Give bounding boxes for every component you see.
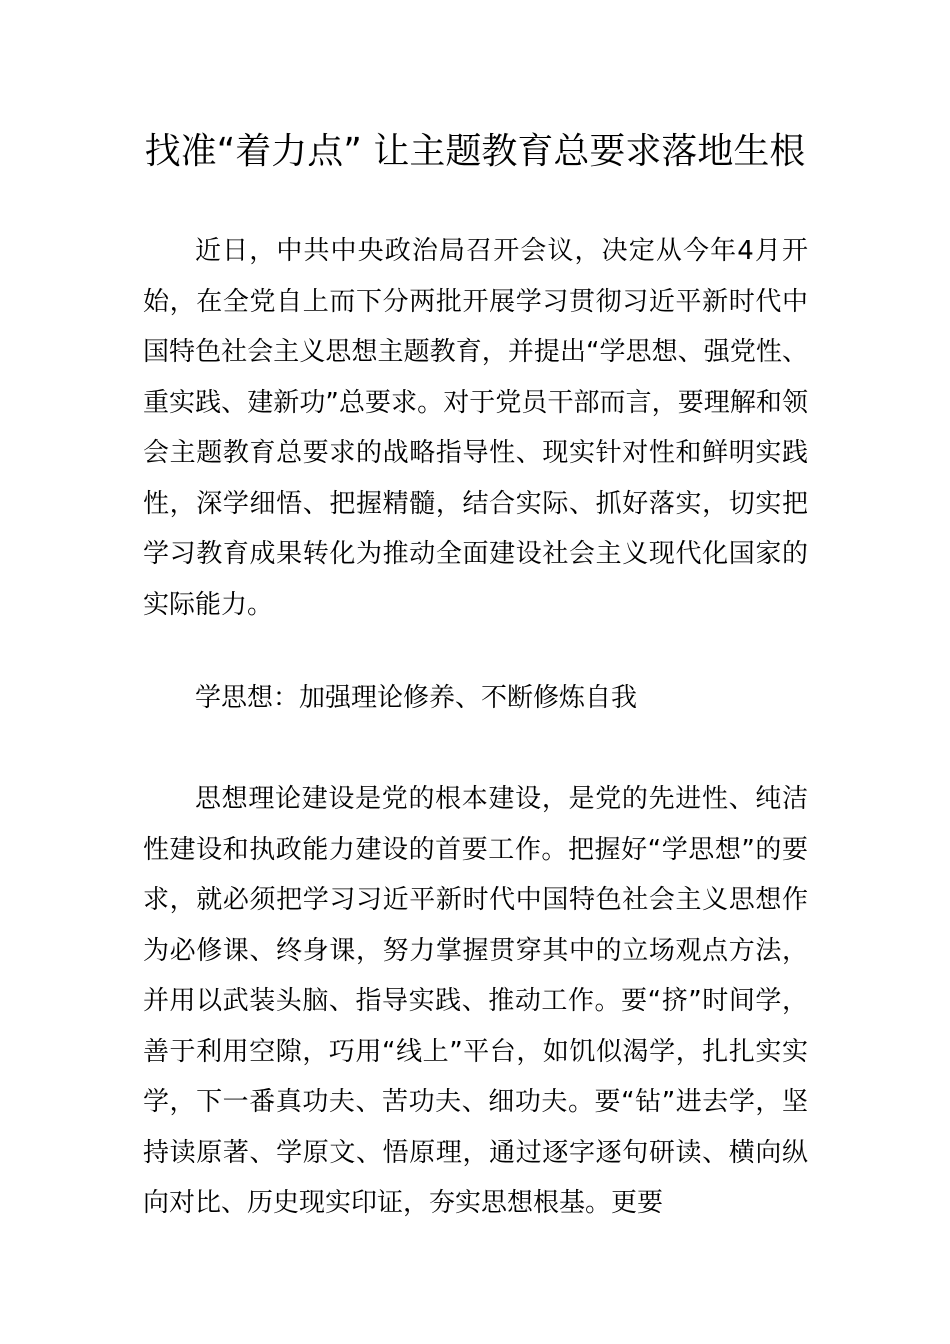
section-paragraph: 思想理论建设是党的根本建设，是党的先进性、纯洁性建设和执政能力建设的首要工作。把握好“学思想”的要求，就必须把学习习近平新时代中国特色社会主义思想作为必修课、终身课，努力掌握贯穿其中的立场观点方法，并用以武装头脑、指导实践、推动工作。要“挤”时间学，善于利用空隙，巧用“线上”平台，如饥似渴学，扎扎实实学，下一番真功夫、苦功夫、细功夫。要“钻”进去学，坚持读原著、学原文、悟原理，通过逐字逐句研读、横向纵向对比、历史现实印证，夯实思想根基。更要 <box>143 784 808 1218</box>
intro-paragraph: 近日，中共中央政治局召开会议，决定从今年4月开始，在全党自上而下分两批开展学习贯彻习近平新时代中国特色社会主义思想主题教育，并提出“学思想、强党性、重实践、建新功”总要求。对于党员干部而言，要理解和领会主题教育总要求的战略指导性、现实针对性和鲜明实践性，深学细悟、把握精髓，结合实际、抓好落实，切实把学习教育成果转化为推动全面建设社会主义现代化国家的实际能力。 <box>143 236 808 620</box>
section-heading: 学思想：加强理论修养、不断修炼自我 <box>195 683 638 713</box>
document-title: 找准“着力点” 让主题教育总要求落地生根 <box>144 131 806 172</box>
